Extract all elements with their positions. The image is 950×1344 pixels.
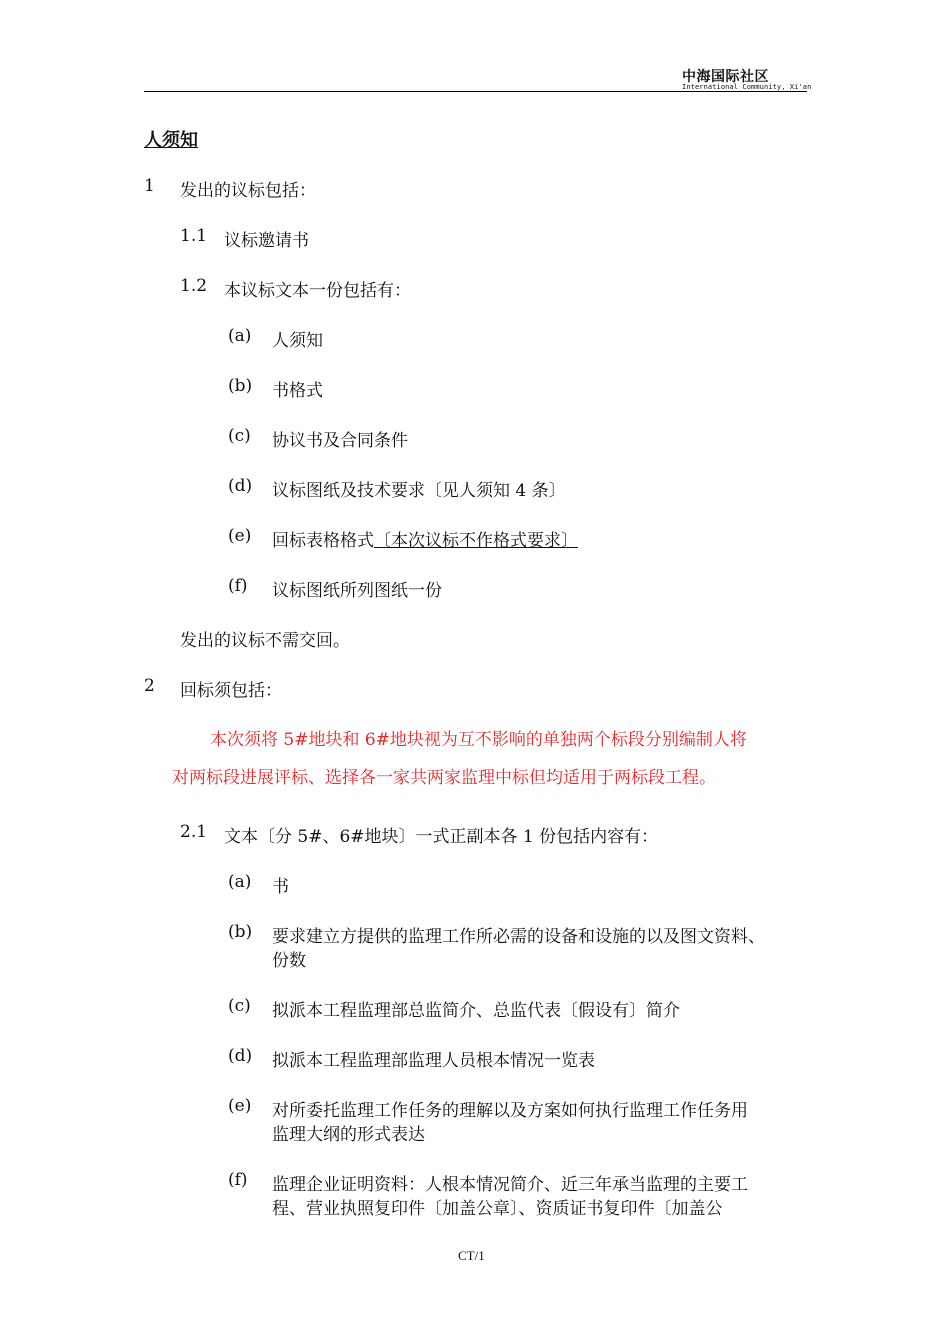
item-1b-label: (b) xyxy=(228,376,253,396)
item-1e-text xyxy=(272,526,578,551)
highlight-note-line-1: 本次须将 5#地块和 6#地块视为互不影响的单独两个标段分别编制人将 xyxy=(210,730,747,750)
section-2-1-text: 文本〔分 5#、6#地块〕一式正副本各 1 份包括内容有： xyxy=(224,827,659,847)
section-2-1-number: 2.1 xyxy=(180,822,208,842)
document-title: 人须知 xyxy=(144,130,198,151)
item-2a-label: (a) xyxy=(228,872,252,892)
item-1a-text: 人须知 xyxy=(272,331,323,351)
section-2-text: 回标须包括： xyxy=(180,681,282,701)
item-1f-text: 议标图纸所列图纸一份 xyxy=(272,581,442,601)
item-2e-text-line-1: 对所委托监理工作任务的理解以及方案如何执行监理工作任务用 xyxy=(272,1101,748,1121)
item-2d-label: (d) xyxy=(228,1046,253,1066)
section-1-text: 发出的议标包括： xyxy=(180,181,316,201)
item-2f-text-line-2: 程、营业执照复印件〔加盖公章〕、资质证书复印件〔加盖公 xyxy=(272,1199,723,1219)
item-2b-text-line-1: 要求建立方提供的监理工作所必需的设备和设施的以及图文资料、 xyxy=(272,927,765,947)
item-1c-text: 协议书及合同条件 xyxy=(272,431,408,451)
section-1-1-number: 1.1 xyxy=(180,226,208,246)
item-2d-text: 拟派本工程监理部监理人员根本情况一览表 xyxy=(272,1051,595,1071)
item-2f-label: (f) xyxy=(228,1170,248,1190)
item-2e-label: (e) xyxy=(228,1096,252,1116)
page-number: CT/1 xyxy=(458,1248,485,1263)
item-2a-text: 书 xyxy=(272,877,289,897)
section-1-note: 发出的议标不需交回。 xyxy=(180,631,350,651)
item-2c-label: (c) xyxy=(228,996,251,1016)
item-2c-text: 拟派本工程监理部总监简介、总监代表〔假设有〕简介 xyxy=(272,1001,680,1021)
header-subtitle: International Community, Xi'an xyxy=(682,83,812,91)
section-1-2-text: 本议标文本一份包括有： xyxy=(224,281,411,301)
highlight-note-line-2: 对两标段进展评标、选择各一家共两家监理中标但均适用于两标段工程。 xyxy=(172,768,716,788)
item-2e-text-line-2: 监理大纲的形式表达 xyxy=(272,1125,425,1145)
section-1-1-text: 议标邀请书 xyxy=(224,231,309,251)
section-1-2-number: 1.2 xyxy=(180,276,208,296)
item-2f-text-line-1: 监理企业证明资料：人根本情况简介、近三年承当监理的主要工 xyxy=(272,1175,748,1195)
item-1e-label: (e) xyxy=(228,526,252,546)
item-1e-text-main: 回标表格格式 xyxy=(272,531,374,551)
item-1b-text: 书格式 xyxy=(272,381,323,401)
item-2b-label: (b) xyxy=(228,922,253,942)
section-2-number: 2 xyxy=(144,676,155,696)
header-rule xyxy=(144,91,807,92)
item-1a-label: (a) xyxy=(228,326,252,346)
item-1d-text: 议标图纸及技术要求〔见人须知 4 条〕 xyxy=(272,481,566,501)
item-1e-text-underlined: 〔本次议标不作格式要求〕 xyxy=(374,531,578,551)
header-title: 中海国际社区 xyxy=(682,69,769,85)
section-1-number: 1 xyxy=(144,176,155,196)
item-2b-text-line-2: 份数 xyxy=(272,951,306,971)
item-1d-label: (d) xyxy=(228,476,253,496)
item-1f-label: (f) xyxy=(228,576,248,596)
item-1c-label: (c) xyxy=(228,426,251,446)
